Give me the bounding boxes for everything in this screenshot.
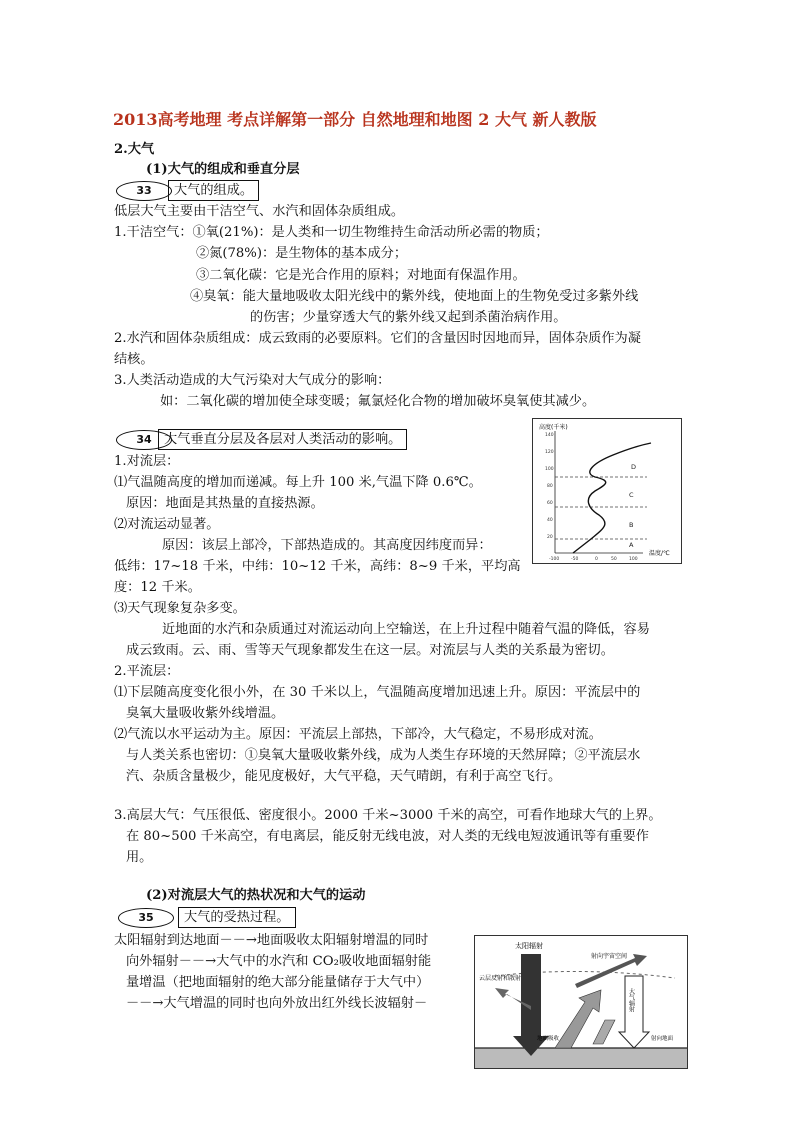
section-heading: 2.大气 [114,142,155,157]
y-tick: 140 [545,433,554,438]
composition-item-1c: ③二氧化碳：它是光合作用的原料；对地面有保温作用。 [196,268,526,283]
temperature-altitude-chart [533,419,681,563]
point-number-33: 33 [116,181,172,201]
x-tick: 0 [595,557,598,562]
composition-item-1e: 的伤害；少量穿透大气的紫外线又起到杀菌治病作用。 [250,310,567,325]
layer-1-c: ⑵对流运动显著。 [114,517,220,532]
layer-1-i: 成云致雨。云、雨、雪等天气现象都发生在这一层。对流层与人类的关系最为密切。 [126,643,614,658]
subsection-heading-1: (1)大气的组成和垂直分层 [146,162,300,177]
composition-item-1: 1.干洁空气：①氧(21%)：是人类和一切生物维持生命活动所必需的物质； [114,225,549,240]
point-label-33: 大气的组成。 [168,180,259,201]
heating-diagram [475,936,687,1068]
composition-item-3: 3.人类活动造成的大气污染对大气成分的影响： [114,373,391,388]
atmosphere-radiation-label: 大气辐射 [627,988,635,1012]
layer-2-e: 汽、杂质含量极少，能见度极好，大气平稳，天气晴朗，有利于高空飞行。 [126,769,562,784]
layer-1-h: 近地面的水汽和杂质通过对流运动向上空输送，在上升过程中随着气温的降低，容易 [162,622,650,637]
point-number-34: 34 [116,430,172,450]
composition-item-3b: 如：二氧化碳的增加使全球变暖；氟氯烃化合物的增加破坏臭氧使其减少。 [160,394,596,409]
subsection-heading-2: (2)对流层大气的热状况和大气的运动 [146,888,366,903]
point-label-34: 大气垂直分层及各层对人类活动的影响。 [158,429,407,450]
heating-line-3: 量增温（把地面辐射的绝大部分能量储存于大气中） [126,975,430,990]
layer-1-heading: 1.对流层： [114,454,180,469]
y-tick: 60 [547,501,553,506]
composition-item-2b: 结核。 [114,352,154,367]
document-title: 2013高考地理 考点详解第一部分 自然地理和地图 2 大气 新人教版 [113,110,597,129]
layer-1-b: 原因：地面是其热量的直接热源。 [126,496,324,511]
cloud-reflection-label: 云层反射和散射 [479,975,522,982]
heating-line-2: 向外辐射－－→大气中的水汽和 CO₂吸收地面辐射能 [126,954,432,969]
y-tick: 80 [547,484,553,489]
point-number-35: 35 [118,908,174,928]
ground-absorb-label: 地面吸收 [537,1036,560,1042]
sun-radiation-label: 太阳辐射 [515,942,543,950]
x-tick: -100 [549,557,560,562]
layer-3-b: 在 80~500 千米高空，有电离层，能反射无线电波，对人类的无线电短波通讯等有重要作 [126,829,649,844]
layer-1-a: ⑴气温随高度的增加而递减。每上升 100 米,气温下降 0.6℃。 [114,475,482,490]
layer-3-c: 用。 [126,850,153,865]
composition-item-2: 2.水汽和固体杂质组成：成云致雨的必要原料。它们的含量因时因地而异，固体杂质作为凝 [114,331,641,346]
x-tick: 100 [629,557,638,562]
layer-1-e: 低纬：17~18 千米，中纬：10~12 千米，高纬：8~9 千米，平均高 [114,559,521,574]
heating-process-figure [474,935,688,1069]
layer-label-c: C [629,491,634,499]
to-ground-label: 射向地面 [651,1036,674,1042]
composition-item-1d: ④臭氧：能大量地吸收太阳光线中的紫外线，使地面上的生物免受过多紫外线 [190,289,639,304]
layer-1-f: 度：12 千米。 [114,580,201,595]
layer-2-b: 臭氧大量吸收紫外线增温。 [126,706,285,721]
to-space-label: 射向宇宙空间 [591,953,628,960]
x-tick: 50 [611,557,617,562]
layer-label-a: A [629,541,634,549]
composition-item-1b: ②氮(78%)：是生物体的基本成分； [196,246,408,261]
layer-2-c: ⑵气流以水平运动为主。原因：平流层上部热，下部冷，大气稳定，不易形成对流。 [114,727,602,742]
heating-line-4: －－→大气增温的同时也向外放出红外线长波辐射－ [126,996,428,1011]
y-tick: 20 [547,535,553,540]
x-axis-label: 温度/℃ [649,550,670,557]
x-tick: -50 [571,557,579,562]
y-tick: 120 [545,450,554,455]
atmosphere-layers-figure [532,418,682,564]
layer-label-d: D [631,463,637,471]
heating-line-1: 太阳辐射到达地面－－→地面吸收太阳辐射增温的同时 [114,933,429,948]
y-tick: 100 [545,467,554,472]
layer-1-d: 原因：该层上部冷，下部热造成的。其高度因纬度而异： [162,538,492,553]
point-label-35: 大气的受热过程。 [178,907,296,928]
layer-2-heading: 2.平流层： [114,664,180,679]
layer-1-g: ⑶天气现象复杂多变。 [114,601,246,616]
layer-3-heading: 3.高层大气：气压很低、密度很小。2000 千米~3000 千米的高空，可看作地球大气的上界。 [114,808,662,823]
layer-2-a: ⑴下层随高度变化很小外，在 30 千米以上，气温随高度增加迅速上升。原因：平流层中的 [114,685,641,700]
layer-label-b: B [629,521,634,529]
y-tick: 40 [547,518,553,523]
y-axis-label: 高度(千米) [539,424,568,431]
layer-2-d: 与人类关系也密切：①臭氧大量吸收紫外线，成为人类生存环境的天然屏障；②平流层水 [126,748,641,763]
composition-intro: 低层大气主要由干洁空气、水汽和固体杂质组成。 [114,204,405,219]
